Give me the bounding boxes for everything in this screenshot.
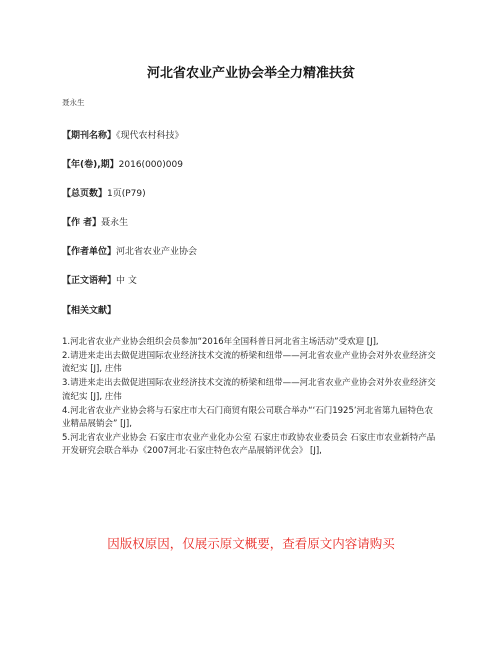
reference-list: [62, 336, 440, 459]
field-volume-issue: [62, 157, 183, 170]
reference-item: 4.河北省农业产业协会将与石家庄市大石门商贸有限公司联合举办“‘石门1925’河北省第九届特色农业精品展销会” [J],: [62, 405, 434, 429]
field-label: 【正文语种】: [62, 276, 117, 286]
reference-item: 3.请进来走出去做促进国际农业经济技术交流的桥梁和纽带——河北省农业产业协会对外农业经济交流纪实 [J], 庄伟: [62, 378, 436, 402]
field-label: 【期刊名称】: [62, 131, 117, 141]
reference-item: 1.河北省农业产业协会组织会员参加“2016年全国科普日河北省主场活动”受欢迎 [J],: [62, 337, 379, 347]
field-journal-name: [62, 128, 184, 141]
field-value: 2016(000)009: [118, 160, 183, 170]
reference-item: 5.河北省农业产业协会 石家庄市农业产业化办公室 石家庄市政协农业委员会 石家庄市农业新特产品开发研究会联合举办《2007河北·石家庄特色农产品展销评优会》 [J],: [62, 432, 436, 457]
field-value: 1页(P79): [107, 189, 146, 199]
field-author: [62, 215, 128, 228]
copyright-notice: 因版权原因，仅展示原文概要，查看原文内容请购买: [107, 536, 395, 551]
field-label: 【作 者】: [62, 218, 102, 228]
field-value: 河北省农业产业协会: [116, 247, 198, 257]
field-value: 聂永生: [101, 218, 129, 228]
field-language: [62, 273, 137, 286]
document-title: 河北省农业产业协会举全力精准扶贫: [146, 66, 355, 81]
field-label: 【相关文献】: [62, 306, 117, 316]
field-value: 《现代农村科技》: [116, 131, 184, 141]
reference-item: 2.请进来走出去做促进国际农业经济技术交流的桥梁和纽带——河北省农业产业协会对外农业经济交流纪实 [J], 庄伟: [62, 350, 436, 375]
field-label: 【总页数】: [62, 189, 108, 199]
field-related-literature: [62, 303, 116, 316]
author-name: 聂永生: [62, 98, 85, 107]
field-label: 【作者单位】: [62, 247, 117, 257]
field-label: 【年(卷),期】: [62, 160, 119, 170]
field-value: 中 文: [116, 276, 137, 286]
field-page-count: [62, 186, 146, 199]
field-author-affiliation: [62, 244, 197, 257]
